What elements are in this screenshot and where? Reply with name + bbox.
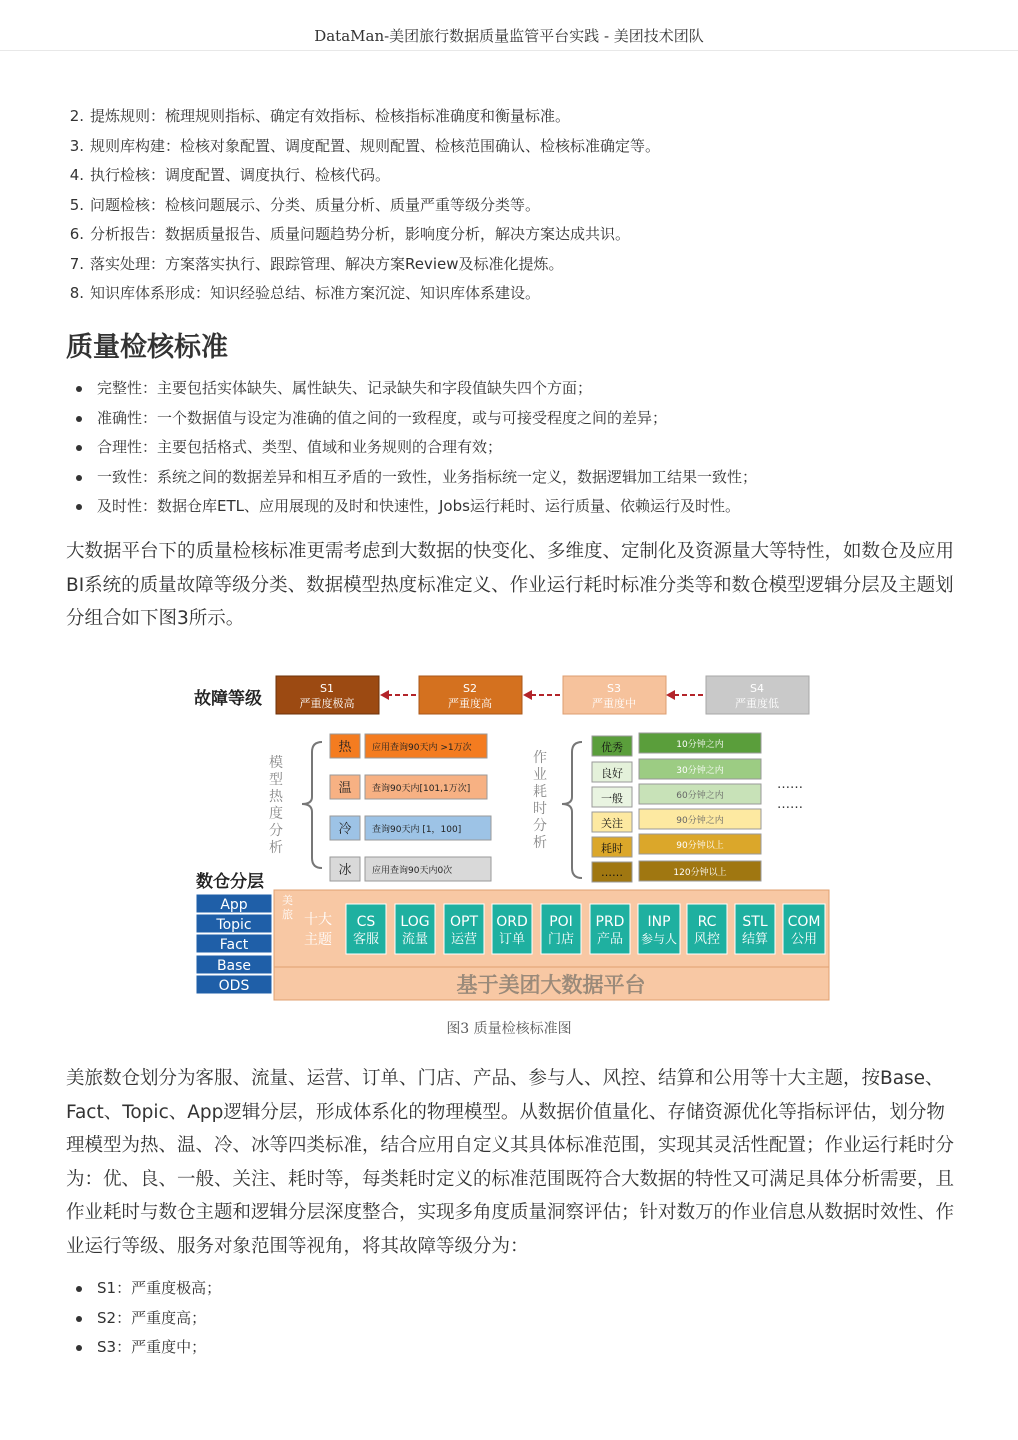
severity-list — [0, 1276, 221, 1365]
page-header-title: DataMan-美团旅行数据质量监管平台实践 - 美团技术团队 — [314, 27, 704, 45]
level-code: S1 — [320, 682, 334, 695]
ellipsis-text: …… — [777, 777, 803, 792]
level-code: S2 — [463, 682, 477, 695]
runtime-label: 优秀 — [601, 741, 623, 754]
platform-label: 基于美团大数据平台 — [456, 973, 646, 997]
step-text: 落实处理：方案落实执行、跟踪管理、解决方案Review及标准化提炼。 — [90, 254, 564, 273]
list-item — [0, 252, 660, 282]
level-s4 — [706, 676, 809, 714]
figure-caption: 图3 质量检核标准图 — [446, 1021, 572, 1037]
level-label: 严重度高 — [448, 697, 492, 710]
topic-name: 流量 — [401, 932, 429, 947]
topic-name: 运营 — [450, 932, 478, 947]
heat-title-char: 型 — [269, 772, 283, 788]
topic-name: 订单 — [498, 932, 526, 947]
layer-label: App — [220, 897, 248, 913]
list-item — [0, 281, 660, 311]
criteria-list — [0, 376, 757, 524]
heat-title-char: 热 — [269, 789, 283, 805]
heat-label: 热 — [338, 740, 352, 755]
layer-label: Base — [216, 958, 252, 974]
list-item — [0, 222, 660, 252]
topic-code: PRD — [595, 914, 625, 930]
topic-name: 参与人 — [640, 932, 678, 946]
runtime-label: 关注 — [601, 817, 623, 830]
level-label: 严重度中 — [592, 697, 636, 710]
list-item: 完整性：主要包括实体缺失、属性缺失、记录缺失和字段值缺失四个方面； — [0, 376, 757, 406]
heat-label: 温 — [338, 781, 352, 796]
list-item: S2：严重度高； — [0, 1306, 221, 1336]
list-item — [0, 163, 660, 193]
list-item — [0, 134, 660, 164]
topic-code: COM — [787, 914, 821, 930]
level-code: S4 — [750, 682, 764, 695]
runtime-label: 耗时 — [601, 842, 623, 855]
step-number: 2. — [69, 107, 84, 125]
runtime-analysis — [533, 733, 803, 882]
step-text: 问题检核：检核问题展示、分类、质量分析、质量严重等级分类等。 — [90, 195, 541, 214]
topic-code: POI — [549, 914, 573, 930]
heat-title-char: 度 — [269, 806, 283, 822]
ten-topics-bottom: 主题 — [304, 932, 332, 948]
runtime-desc: 90分钟之内 — [676, 816, 724, 826]
topic-code: OPT — [449, 914, 479, 930]
step-text: 规则库构建：检核对象配置、调度配置、规则配置、检核范围确认、检核标准确定等。 — [90, 136, 661, 155]
heat-analysis — [269, 734, 491, 881]
paragraph-body: 美旅数仓划分为客服、流量、运营、订单、门店、产品、参与人、风控、结算和公用等十大主题，按Base、Fact、Topic、App逻辑分层，形成体系化的物理模型。从数据价值量化、存储资源优化等指标评估，划分物理模型为热、温、冷、冰等四类标准，结合应用自定义其具体标准范围，实现其灵活性配置；作业运行耗时分为：优、良、一般、关注、耗时等，每类耗时定义的标准范围既符合大数据的特性又可满足具体分析需要，且作业耗时与数仓主题和逻辑分层深度整合，实现多角度质量洞察评估；针对数万的作业信息从数据时效性、作业运行等级、服务对象范围等视角，将其故障等级分为： — [66, 1068, 955, 1257]
runtime-label: …… — [601, 866, 623, 879]
topic-code: INP — [647, 914, 671, 930]
layer-label: Fact — [219, 937, 249, 953]
runtime-title-char: 耗 — [533, 784, 547, 800]
topic-code: LOG — [400, 914, 430, 930]
runtime-desc: 120分钟以上 — [673, 868, 727, 878]
heat-desc: 查询90天内[101,1万次] — [372, 784, 471, 794]
runtime-label: 良好 — [601, 767, 623, 780]
page-header — [0, 0, 1018, 51]
figure-svg — [190, 672, 835, 1007]
step-number: 6. — [69, 225, 84, 243]
heat-desc: 应用查询90天内 >1万次 — [372, 743, 472, 753]
layer-stack — [196, 894, 272, 994]
runtime-desc: 90分钟以上 — [676, 841, 724, 851]
list-item: S1：严重度极高； — [0, 1276, 221, 1306]
step-number: 3. — [69, 136, 84, 155]
runtime-label: 一般 — [601, 792, 623, 805]
layer-label: ODS — [218, 978, 250, 994]
topic-code: ORD — [496, 914, 528, 930]
heat-bracket — [302, 742, 322, 868]
runtime-desc: 10分钟之内 — [676, 740, 724, 750]
step-number: 8. — [69, 284, 84, 302]
runtime-desc: 30分钟之内 — [676, 766, 724, 776]
runtime-title-char: 析 — [533, 835, 547, 851]
topic-name: 结算 — [741, 932, 769, 947]
topic-code: RC — [697, 914, 717, 930]
step-text: 提炼规则：梳理规则指标、确定有效指标、检核指标准确度和衡量标准。 — [90, 107, 571, 125]
process-steps-list — [0, 104, 660, 311]
runtime-title-char: 作 — [533, 750, 547, 766]
topic-name: 产品 — [596, 932, 624, 947]
heat-desc: 查询90天内 [1，100] — [372, 825, 462, 835]
topic-name: 客服 — [352, 932, 380, 947]
ellipsis-text: …… — [777, 797, 803, 812]
fault-level-title: 故障等级 — [194, 689, 262, 709]
level-s3 — [563, 676, 666, 714]
heat-title-char: 分 — [269, 823, 283, 839]
list-item — [0, 104, 660, 134]
step-text: 分析报告：数据质量报告、质量问题趋势分析，影响度分析，解决方案达成共识。 — [90, 225, 631, 243]
heat-label: 冷 — [338, 822, 352, 837]
warehouse-title: 数仓分层 — [196, 872, 264, 892]
level-s2 — [419, 676, 522, 714]
level-s1 — [276, 676, 379, 714]
list-item: 准确性：一个数据值与设定为准确的值之间的一致程度，或与可接受程度之间的差异； — [0, 406, 757, 436]
list-item: 一致性：系统之间的数据差异和相互矛盾的一致性，业务指标统一定义，数据逻辑加工结果一致性； — [0, 465, 757, 495]
runtime-desc: 60分钟之内 — [676, 791, 724, 801]
section-title: 质量检核标准 — [66, 332, 228, 363]
topic-name: 公用 — [790, 932, 818, 947]
runtime-title-char: 业 — [533, 767, 547, 783]
level-code: S3 — [607, 682, 621, 695]
list-item: 及时性：数据仓库ETL、应用展现的及时和快速性，Jobs运行耗时、运行质量、依赖运行及时性。 — [0, 494, 757, 524]
topic-code: STL — [742, 914, 768, 930]
topic-code: CS — [356, 914, 376, 930]
fault-level-row — [276, 676, 809, 714]
quality-standard-figure — [190, 672, 835, 1007]
step-text: 执行检核：调度配置、调度执行、检核代码。 — [90, 166, 391, 184]
ten-topics-top: 十大 — [304, 912, 332, 928]
heat-desc: 应用查询90天内0次 — [372, 866, 453, 876]
runtime-bracket — [562, 742, 582, 878]
runtime-title-char: 分 — [533, 818, 547, 834]
layer-label: Topic — [216, 917, 252, 933]
paragraph-intro: 大数据平台下的质量检核标准更需考虑到大数据的快变化、多维度、定制化及资源量大等特性，如数仓及应用BI系统的质量故障等级分类、数据模型热度标准定义、作业运行耗时标准分类等和数仓模型逻辑分层及主题划分组合如下图3所示。 — [66, 541, 955, 629]
meilv-label-bottom: 旅 — [282, 908, 293, 921]
runtime-title-char: 时 — [533, 801, 547, 817]
step-number: 5. — [69, 195, 84, 214]
heat-label: 冰 — [338, 863, 352, 878]
step-number: 4. — [69, 166, 84, 184]
step-text: 知识库体系形成：知识经验总结、标准方案沉淀、知识库体系建设。 — [90, 284, 541, 302]
topic-name: 风控 — [693, 932, 721, 947]
level-label: 严重度极高 — [299, 697, 355, 710]
step-number: 7. — [69, 254, 84, 273]
meilv-label-top: 美 — [282, 894, 293, 907]
topic-name: 门店 — [547, 932, 575, 947]
list-item — [0, 193, 660, 223]
list-item: 合理性：主要包括格式、类型、值域和业务规则的合理有效； — [0, 435, 757, 465]
heat-title-char: 析 — [269, 840, 283, 856]
list-item: S3：严重度中； — [0, 1335, 221, 1365]
level-label: 严重度低 — [735, 697, 779, 710]
heat-title-char: 模 — [269, 755, 283, 771]
